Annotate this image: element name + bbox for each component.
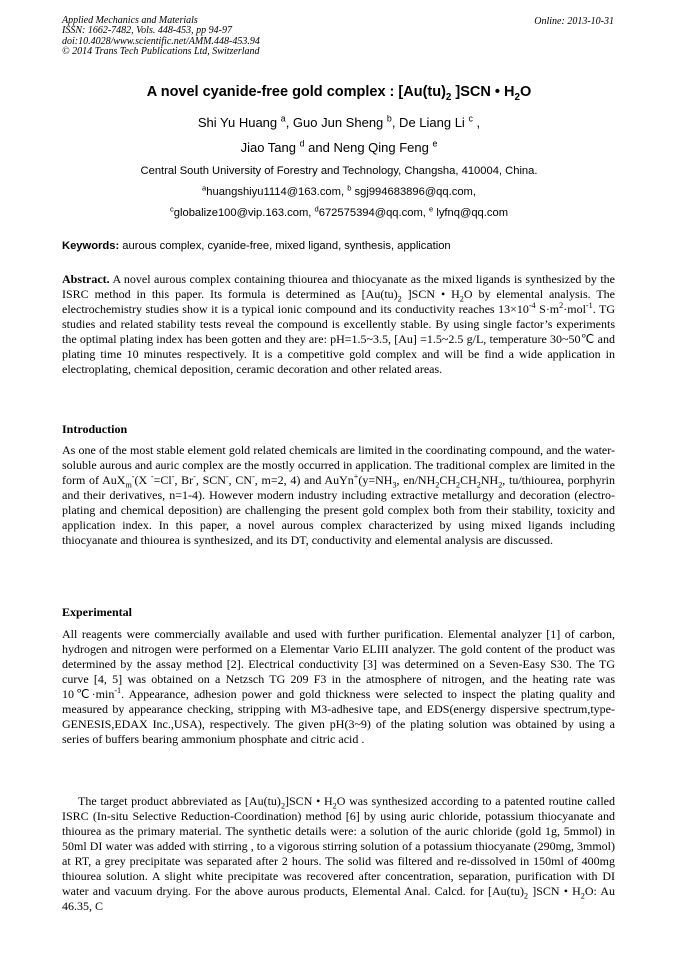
author-line-2: Jiao Tang $^d$ and Neng Qing Feng $^e$ bbox=[240, 138, 438, 155]
paper-title: A novel cyanide-free gold complex : [$Au(tu)_2$ ]SCN • $H_2O$ bbox=[146, 84, 532, 103]
author-line-1: Shi Yu Huang $^a$, Guo Jun Sheng $^b$, De Liang Li $^c$ , bbox=[197, 113, 481, 130]
author-name: , De Liang Li bbox=[391, 115, 465, 130]
section-heading-experimental: Experimental bbox=[62, 605, 132, 619]
email-link[interactable]: huangshiyu1114@163.com, bbox=[206, 186, 348, 198]
affiliation: Central South University of Forestry and Technology, Changsha, 410004, China. bbox=[140, 165, 538, 177]
email-link[interactable]: globalize100@vip.163.com, bbox=[173, 207, 315, 219]
journal-header bbox=[62, 16, 260, 58]
keywords-label: Keywords: bbox=[62, 240, 120, 252]
email-link[interactable]: sgj994683896@qq.com, bbox=[354, 186, 476, 198]
email-line-2: $^c$globalize100@vip.163.com, $^d$672575394@qq.com, $^e$ lyfnq@qq.com bbox=[169, 204, 509, 219]
copyright-line: © 2014 Trans Tech Publications Ltd, Switzerland bbox=[62, 46, 260, 58]
keywords-text: aurous complex, cyanide-free, mixed ligand, synthesis, application bbox=[119, 240, 451, 252]
journal-name: Applied Mechanics and Materials bbox=[62, 15, 198, 26]
online-date: Online: 2013-10-31 bbox=[534, 16, 614, 27]
issn-line: ISSN: 1662-7482, Vols. 448-453, pp 94-97 bbox=[62, 25, 232, 37]
introduction-paragraph: As one of the most stable element gold related chemicals are limited in the coordinating compound, and the water-soluble aurous and auric complex are the mostly occurred in application. The traditional complex are limited in the form of AuX$_m$-(X -=Cl-, Br-, SCN-, CN-, m=2, 4) and $AuYn^+(y=NH_3$, $en/NH_2CH_2CH_2NH_2$, tu/thiourea, porphyrin and their derivatives, n=1-4). However modern industry including extractive metallurgy and decoration (electro-plating and chemical deposition) are challenging the present gold complex both from their stability, toxicity and application index. In this paper, a novel aurous complex characterized by using mixed ligands including thiocyanate and thiourea is synthesized, and its DT, conductivity and elemental analysis are discussed. bbox=[62, 443, 616, 548]
email-link[interactable]: lyfnq@qq.com bbox=[433, 207, 509, 219]
email-line-1: $^a$huangshiyu1114@163.com, $^b$ sgj994683896@qq.com, bbox=[202, 183, 476, 198]
abstract-paragraph: Abstract. A novel aurous complex containing thiourea and thiocyanate as the mixed ligands is synthesized by the ISRC method in this paper. Its formula is determined as [$Au(tu)_2$ ]SCN • $H_2O$ by elemental analysis. The electrochemistry studies show it is a typical ionic compound and its conductivity reaches $13\times 10^{-4}$ $S\cdot m^2\cdot mol^{-1}$. TG studies and related stability tests reveal the compound is excellently stable. By using single factor’s experiments the optimal plating index has been gotten and they are: pH=1.5~3.5, [Au] =1.5~2.5 g/L, temperature 30~50℃ and plating time 10 minutes respectively. It is a competitive gold complex and will be find a wide application in electroplating, chemical deposition, ceramic decoration and other related areas. bbox=[62, 272, 615, 377]
keywords bbox=[62, 240, 617, 252]
experimental-paragraph-2: The target product abbreviated as $[Au(tu)_2]SCN$ • $H_2O$ was synthesized according to a patented routine called ISRC (In-situ Selective Reduction-Coordination) method [6] by using auric chloride, potassium thiocyanate and thiourea as the primary material. The synthetic details were: a solution of the auric chloride (gold 1g, 5mmol) in 50ml DI water was added with stirring , to a vigorous stirring solution of a potassium thiocyanate (290mg, 3mmol) at RT, a grey precipitate was separated after 2 hours. The solid was filtered and re-dissolved in 150ml of 400mg thiourea solution. A slight white precipitate was recovered after concentration, separation, purification with DI water and vacuum drying. For the above aurous products, Elemental Anal. Calcd. for [$Au(tu)_2$ ]SCN • $H_2O$: Au 46.35, C bbox=[62, 794, 615, 914]
abstract-label: Abstract. bbox=[62, 272, 110, 286]
email-link[interactable]: 672575394@qq.com, bbox=[318, 207, 429, 219]
author-name: , Guo Jun Sheng bbox=[285, 115, 384, 130]
doi-line: doi:10.4028/www.scientific.net/AMM.448-453.94 bbox=[62, 35, 260, 47]
author-name: Jiao Tang bbox=[240, 140, 296, 155]
section-heading-introduction: Introduction bbox=[62, 422, 128, 436]
author-name: Shi Yu Huang bbox=[197, 115, 278, 130]
author-name: and Neng Qing Feng bbox=[308, 140, 429, 155]
experimental-paragraph-1: All reagents were commercially available and used with further purification. Elemental analyzer [1] of carbon, hydrogen and nitrogen were performed on a Elementar Vario ELIII analyzer. The gold content of the product was determined by the assay method [2]. Electrical conductivity [3] was determined on a Seven-Easy S30. The TG curve [4, 5] was obtained on a Netzsch TG 209 F3 in the atmosphere of nitrogen, and the heating rate was $10℃\cdot\min^{-1}$. Appearance, adhesion power and gold thickness were selected to inspect the plating quality and measured by appearance checking, stripping with M3-adhesive tape, and EDS(energy dispersive spectrum,type-GENESIS,EDAX Inc.,USA), respectively. The given pH(3~9) of the plating solution was obtained by using a series of buffers bearing ammonium phosphate and citric acid . bbox=[62, 627, 615, 747]
